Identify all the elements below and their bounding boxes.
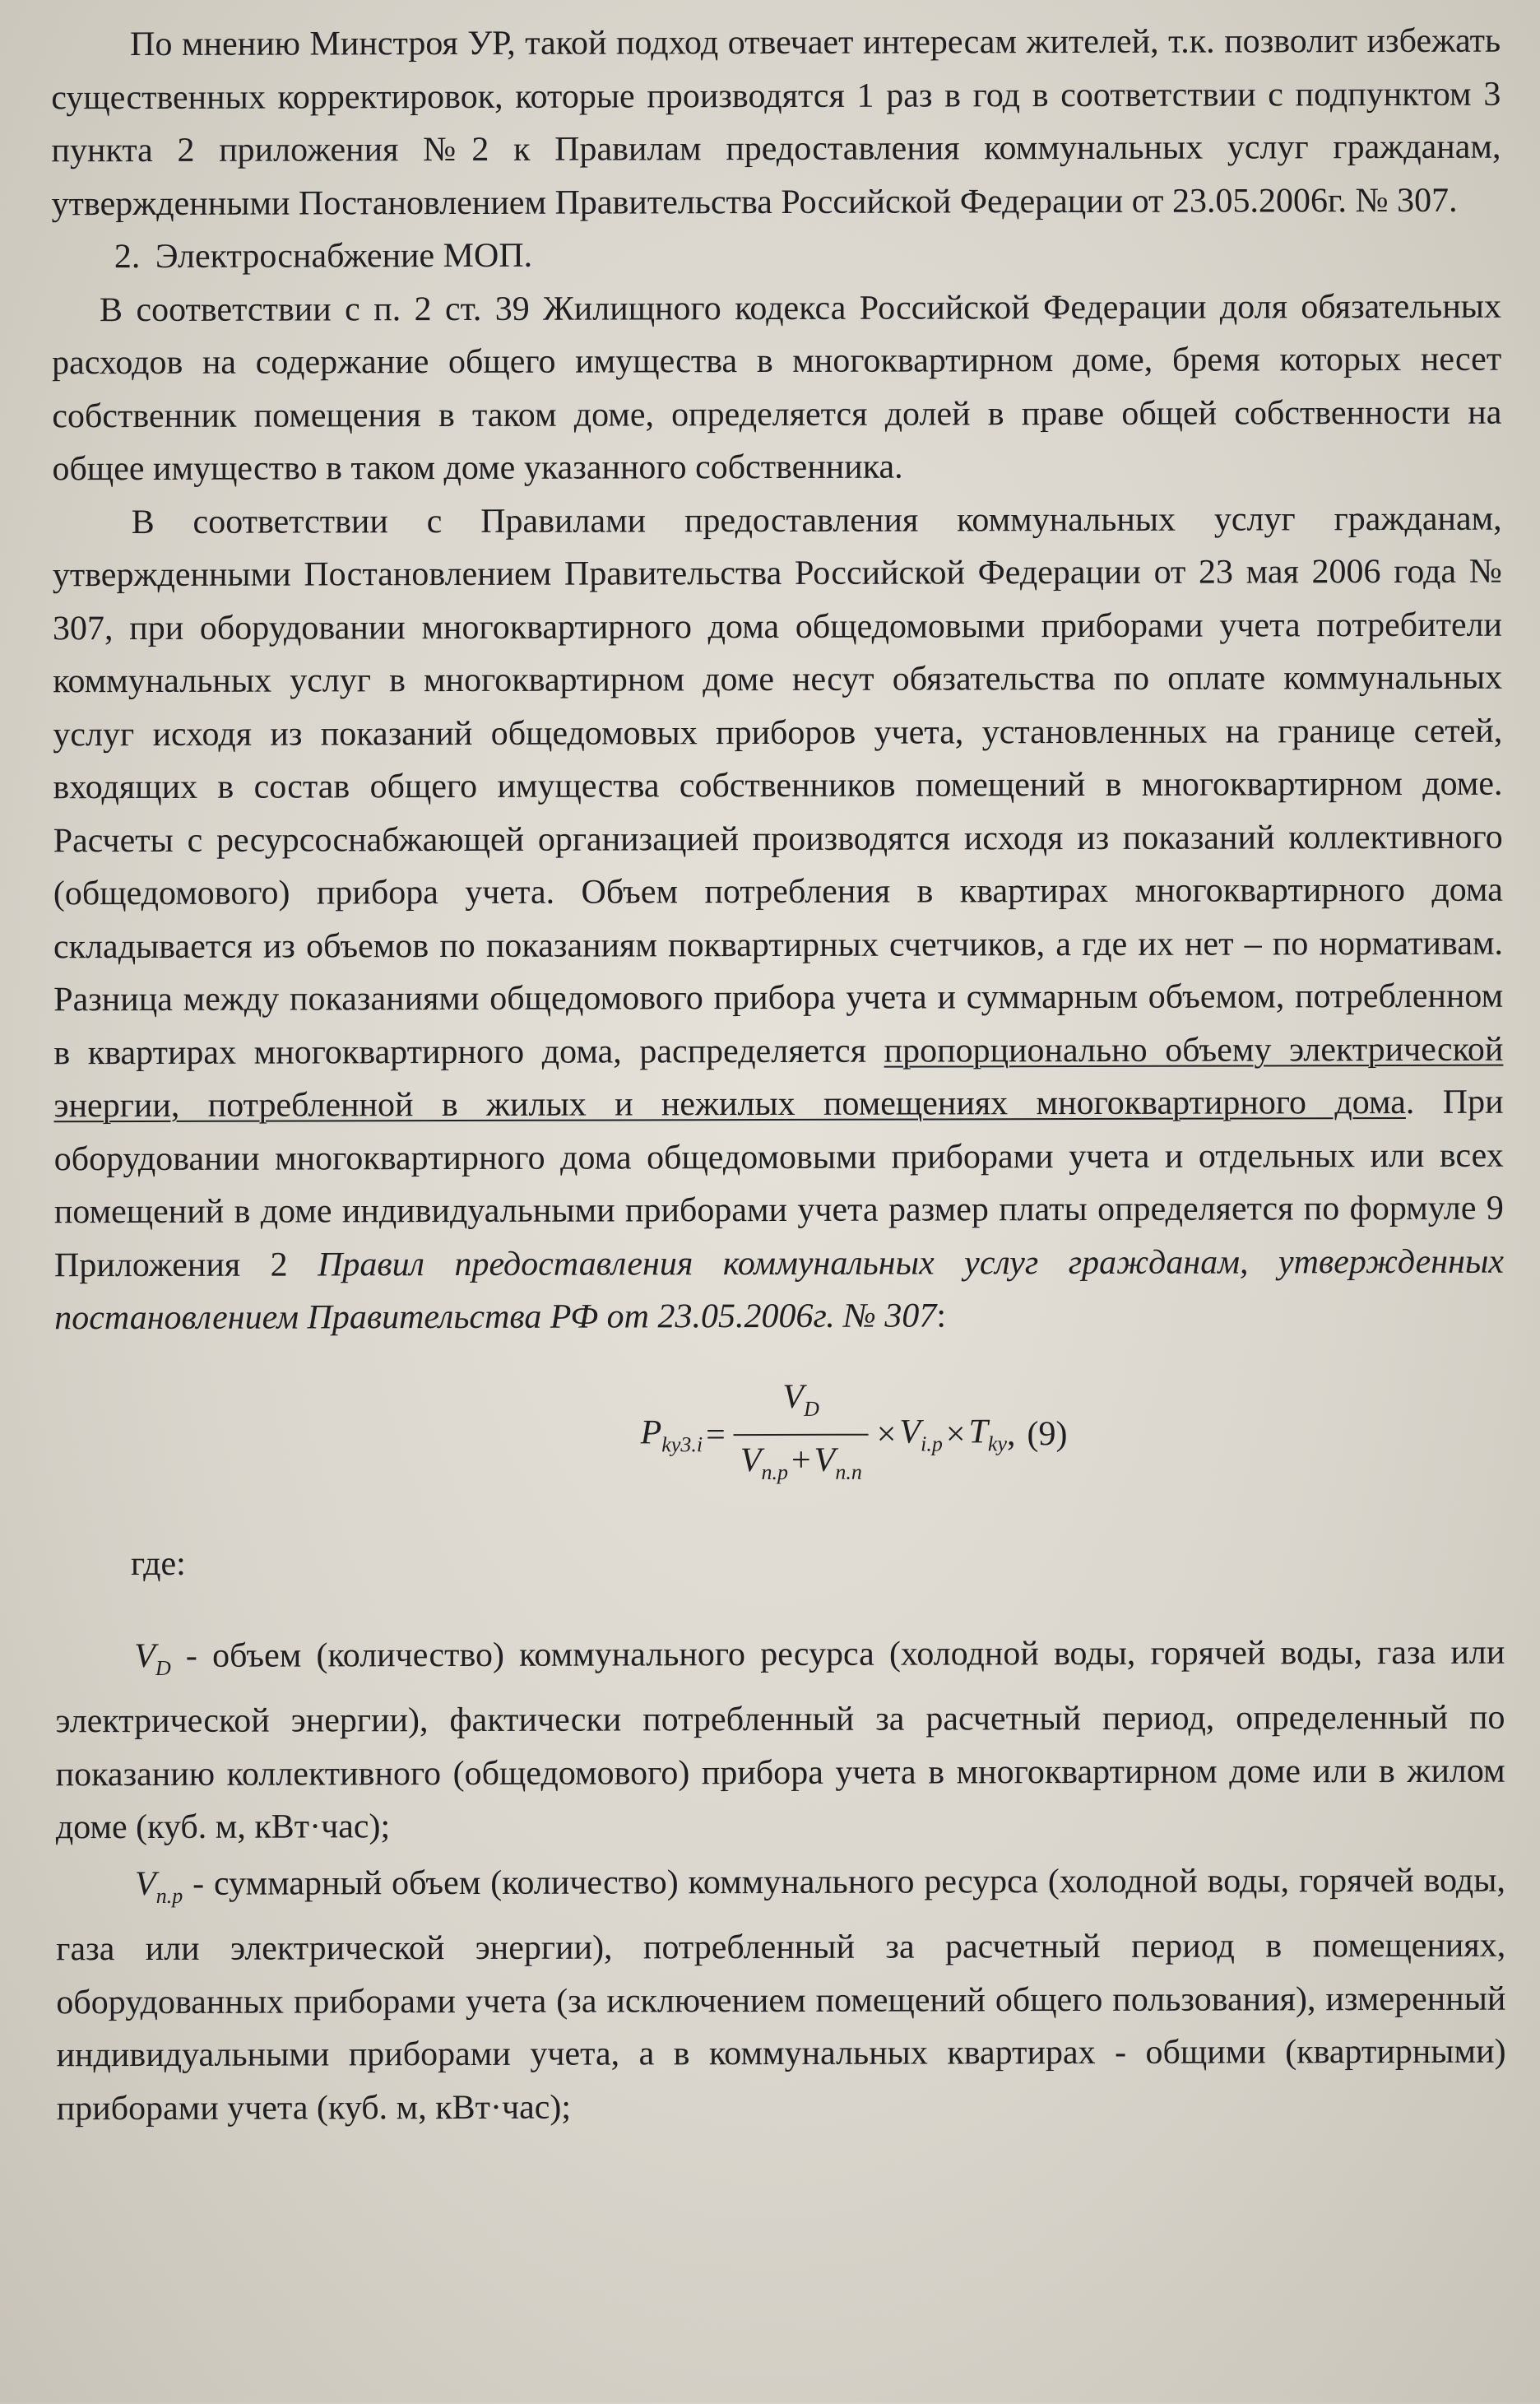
- variable-symbol: $V_D$: [134, 1636, 171, 1680]
- paragraph-rules-307: [53, 492, 1505, 1345]
- formula-t-ky: $T_{ky}$: [968, 1412, 1008, 1455]
- underlined-text: пропорционально объему электрической энергии, потребленной в жилых и нежилых помещениях многоквартирного дома: [53, 1030, 1504, 1125]
- list-item-text: Электроснабжение МОП.: [155, 236, 533, 276]
- paragraph-text-continued: . При оборудовании многоквартирного дома общедомовыми приборами учета и отдельных или всех помещений в доме индивидуальными приборами учета размер платы определяется по формуле 9 Приложения 2: [53, 1083, 1504, 1284]
- formula-fraction: [734, 1375, 869, 1493]
- definition-vd: [55, 1626, 1505, 1854]
- paragraph-housing-code: В соответствии с п. 2 ст. 39 Жилищного кодекса Российской Федерации доля обязательных расходов на содержание общего имущества в многоквартирном доме, бремя которых несет собственник помещения в таком доме, определяется долей в праве общей собственности на общее имущество в таком доме указанного собственника.: [52, 287, 1502, 489]
- paragraph-end: :: [936, 1297, 947, 1335]
- where-label: где:: [130, 1544, 186, 1583]
- definition-text: - суммарный объем (количество) коммунального ресурса (холодной воды, горячей воды, газа или электрической энергии), потребленный за расчетный период в помещениях, оборудованных приборами учета (за исключением помещений общего пользования), измеренный индивидуальными приборами учета, а в коммунальных квартирах - общими (квартирными) приборами учета (куб. м, кВт·час);: [56, 1861, 1506, 2128]
- list-item-electricity: [52, 227, 1501, 284]
- definition-vnp: [56, 1854, 1506, 2135]
- formula-times: ×: [945, 1414, 966, 1453]
- formula-equals: =: [705, 1415, 726, 1454]
- formula-9: [640, 1372, 1067, 1497]
- formula-lhs: $P_{ky3.i}$: [640, 1413, 703, 1456]
- formula-block: [54, 1362, 1504, 1521]
- formula-numerator: $V_D$: [782, 1377, 819, 1421]
- formula-number: (9): [1027, 1414, 1068, 1453]
- variable-symbol: $V_{n.p}$: [134, 1864, 183, 1908]
- definition-text: - объем (количество) коммунального ресурса (холодной воды, горячей воды, газа или электрической энергии), фактически потребленный за расчетный период, определенный по показанию коллективного (общедомового) прибора учета в многоквартирном доме или в жилом доме (куб. м, кВт·час);: [55, 1633, 1505, 1847]
- formula-comma: ,: [1006, 1414, 1016, 1453]
- italic-rules-reference: Правил предоставления коммунальных услуг гражданам, утвержденных постановлением Правительства РФ от 23.05.2006г. № 307: [54, 1242, 1505, 1338]
- formula-denominator: $V_{n.p}+V_{n.n}$: [740, 1441, 862, 1484]
- list-item-number: 2.: [114, 238, 141, 276]
- paragraph-text: В соответствии с Правилами предоставления коммунальных услуг гражданам, утвержденными Постановлением Правительства Российской Федерации от 23 мая 2006 года № 307, при оборудовании многоквартирного дома общедомовыми приборами учета потребители коммунальных услуг в многоквартирном доме несут обязательства по оплате коммунальных услуг исходя из показаний общедомовых приборов учета, установленных на границе сетей, входящих в состав общего имущества собственников помещений в многоквартирном доме. Расчеты с ресурсоснабжающей организацией производятся исходя из показаний коллективного (общедомового) прибора учета. Объем потребления в квартирах многоквартирного дома складывается из объемов по показаниям поквартирных счетчиков, а где их нет – по нормативам. Разница между показаниями общедомового прибора учета и суммарным объемом, потребленном в квартирах многоквартирного дома, распределяется: [52, 499, 1504, 1072]
- formula-times: ×: [876, 1415, 897, 1454]
- paragraph-minstroy-opinion: По мнению Минстроя УР, такой подход отвечает интересам жителей, т.к. позволит избежать существенных корректировок, которые производятся 1 раз в год в соответствии с подпунктом 3 пункта 2 приложения №2 к Правилам предоставления коммунальных услуг гражданам, утвержденными Постановлением Правительства Российской Федерации от 23.05.2006г. № 307.: [51, 21, 1501, 223]
- formula-v-ip: $V_{i.p}$: [899, 1413, 943, 1456]
